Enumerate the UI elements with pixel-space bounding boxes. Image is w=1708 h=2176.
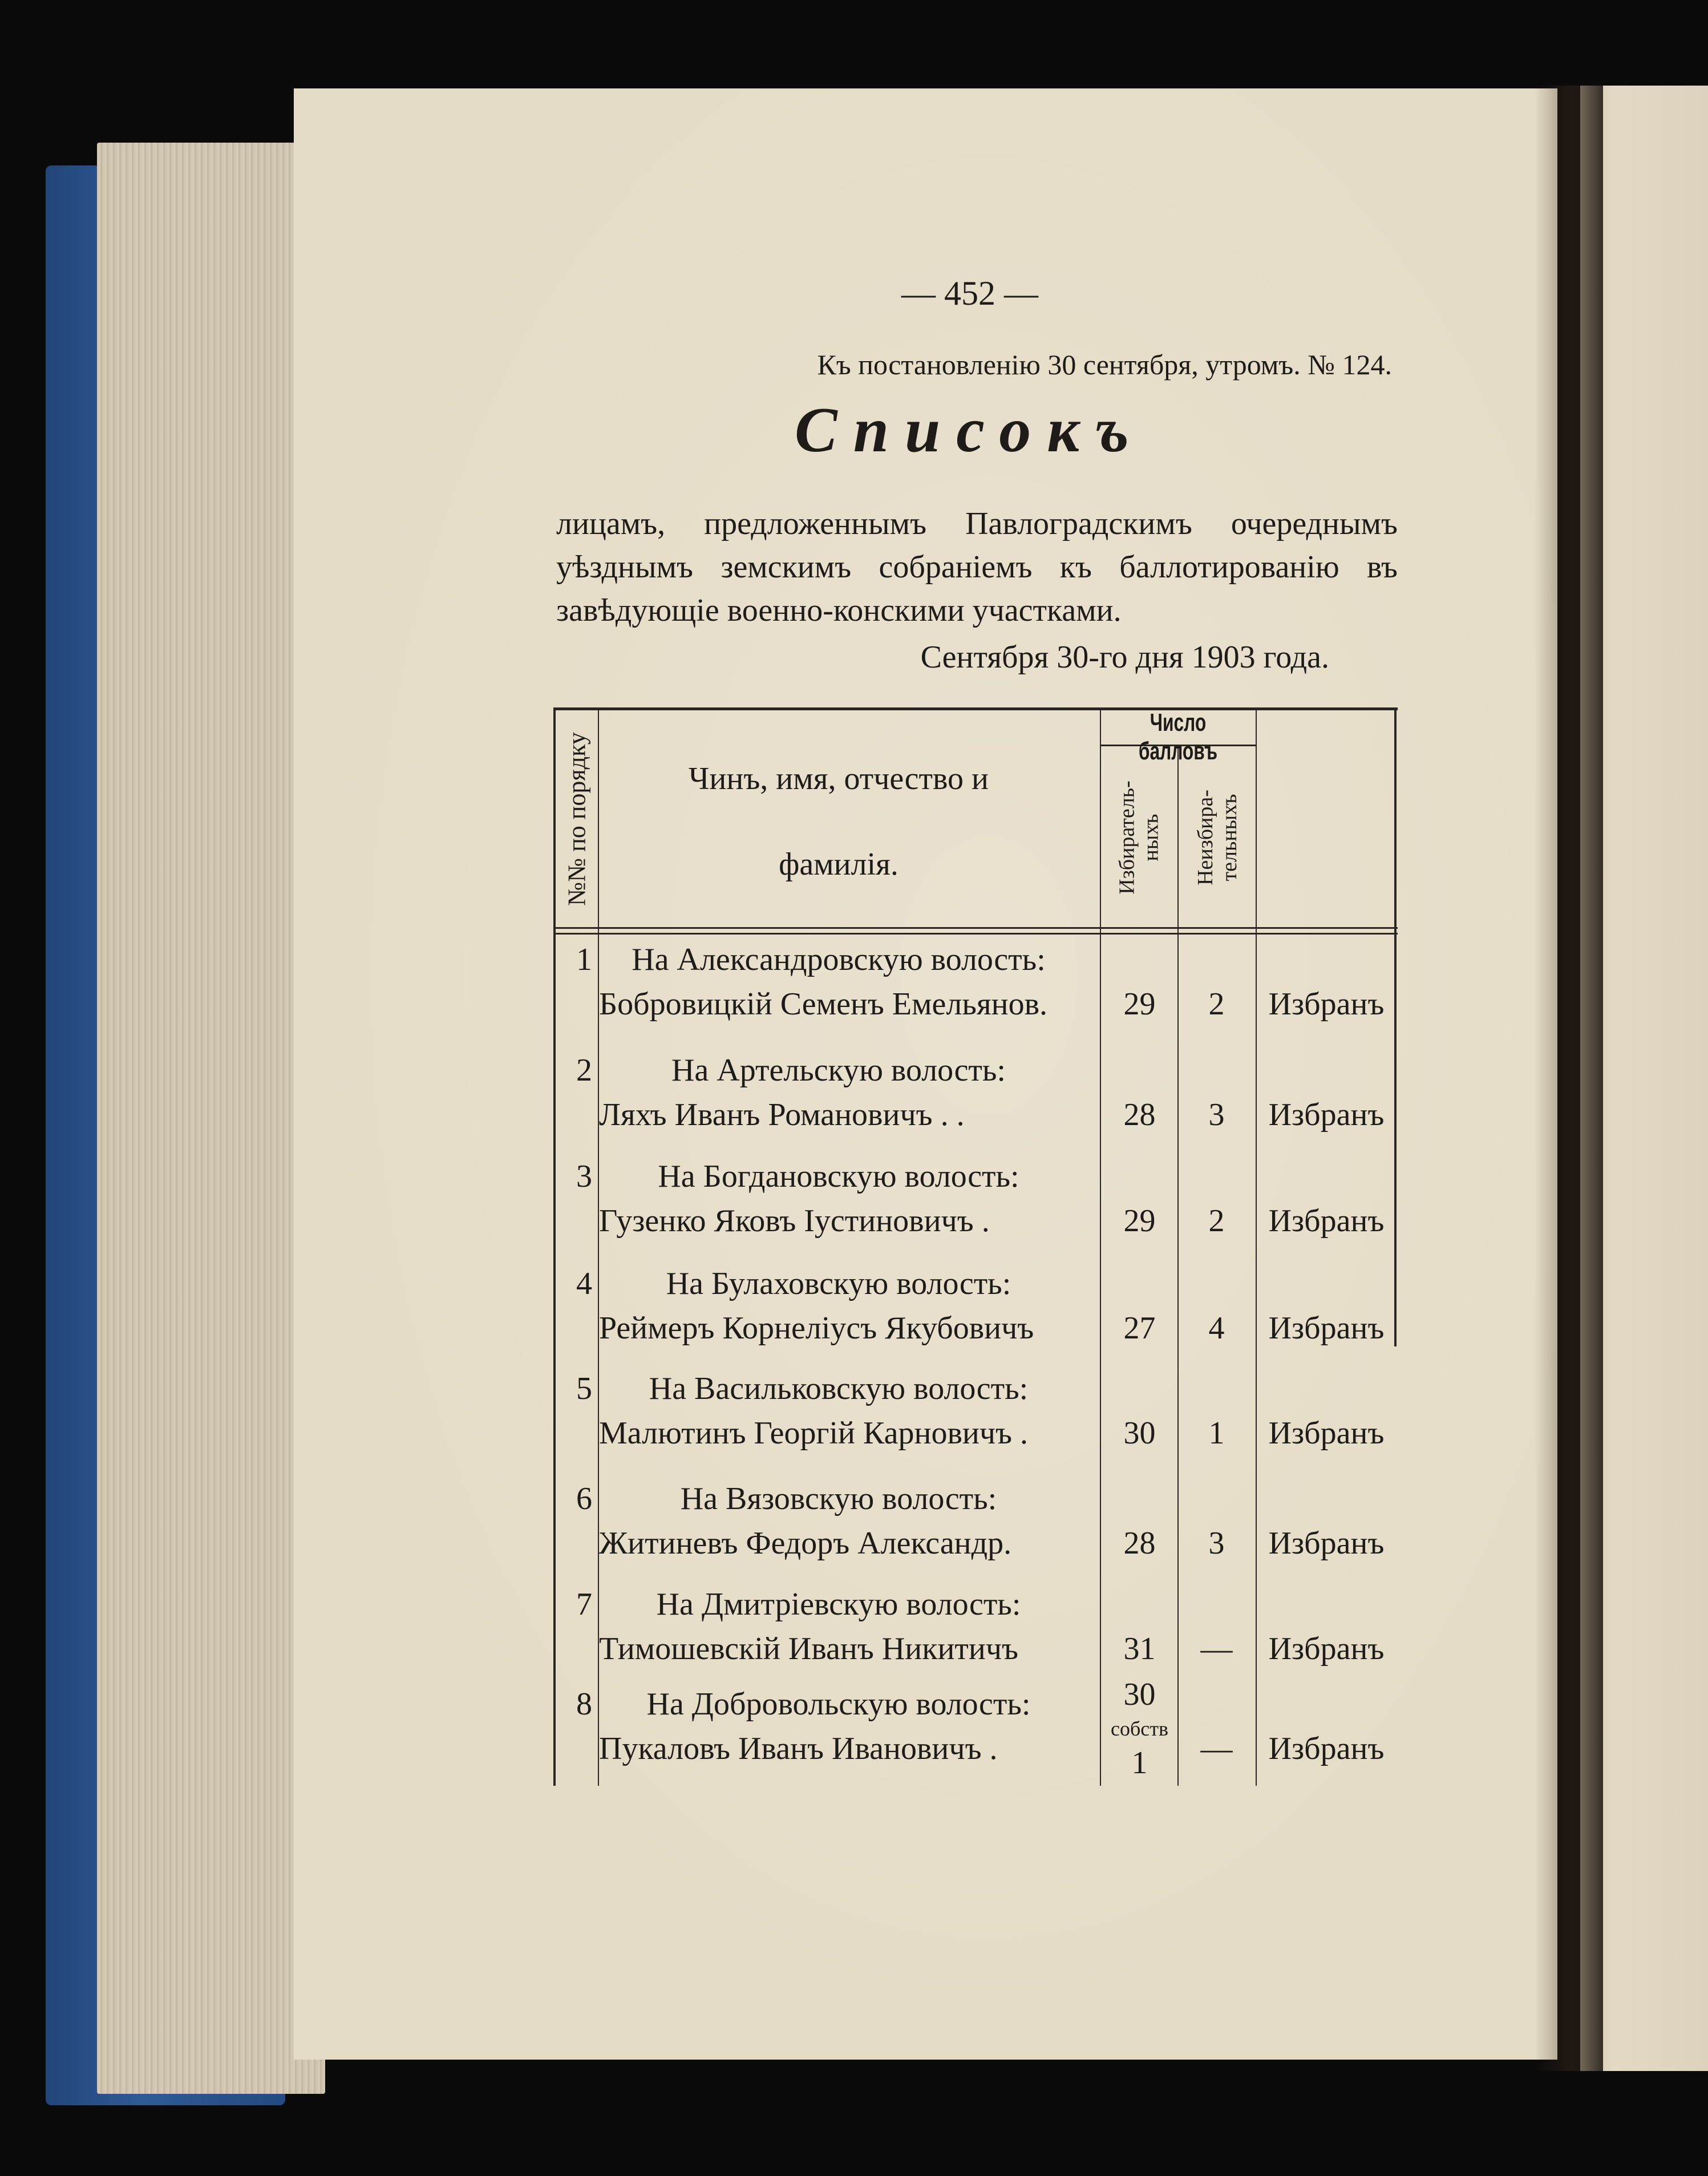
row-electoral: 29: [1123, 986, 1156, 1022]
row-electoral: 28: [1123, 1097, 1156, 1133]
page-number: — 452 —: [901, 274, 1038, 312]
row-electoral: 27: [1123, 1311, 1156, 1346]
table-row: [553, 1370, 1398, 1456]
table-row: [553, 1265, 1398, 1351]
header-number-label: №№ по порядку: [562, 731, 591, 906]
header-non-electoral-label: Неизбира- тельныхъ: [1193, 789, 1241, 885]
row-electoral: [1101, 1675, 1178, 1783]
row-person: Реймеръ Корнеліусъ Якубовичъ: [599, 1311, 1034, 1346]
row-non-electoral: —: [1200, 1631, 1233, 1667]
row-person: Бобровицкій Семенъ Емельянов.: [599, 986, 1048, 1022]
table-row: [553, 1052, 1398, 1138]
row-number: 8: [576, 1686, 592, 1722]
row-number: 5: [576, 1371, 592, 1406]
row-electoral: 31: [1123, 1631, 1156, 1667]
row-person: Тимошевскій Иванъ Никитичъ: [599, 1631, 1018, 1667]
header-bottom-rule: [553, 933, 1398, 935]
header-name-line2: фамилія.: [779, 847, 898, 882]
row-number: 4: [576, 1266, 592, 1301]
table-row: [553, 941, 1398, 1027]
row-non-electoral: 2: [1208, 1203, 1225, 1239]
row-electoral: 30: [1123, 1415, 1156, 1451]
page-subtitle: Къ постановленію 30 сентября, утромъ. № 124.: [817, 349, 1392, 381]
row-electoral-top: 30: [1123, 1677, 1156, 1712]
row-volost: На Богдановскую волость:: [658, 1159, 1019, 1194]
table-row: [553, 1158, 1398, 1244]
row-non-electoral: 4: [1208, 1311, 1225, 1346]
row-result: Избранъ: [1268, 1311, 1385, 1346]
row-result: Избранъ: [1268, 1631, 1385, 1667]
header-name-line1: Чинъ, имя, отчество и: [689, 761, 989, 796]
row-number: 3: [576, 1159, 592, 1194]
table-row: [553, 1677, 1398, 1781]
page-title: Списокъ: [795, 395, 1145, 466]
row-volost: На Вязовскую волость:: [680, 1481, 997, 1516]
ballot-table: [553, 707, 1398, 1786]
row-person: Житиневъ Федоръ Александр.: [599, 1526, 1012, 1561]
intro-line: лицамъ, предложеннымъ Павлоградскимъ очереднымъ: [556, 506, 1398, 541]
row-person: Гузенко Яковъ Іустиновичъ .: [599, 1203, 990, 1239]
row-electoral: 28: [1123, 1526, 1156, 1561]
row-volost: На Дмитріевскую волость:: [656, 1587, 1021, 1622]
row-number: 6: [576, 1481, 592, 1516]
row-non-electoral: —: [1200, 1731, 1233, 1766]
header-number: [556, 710, 598, 927]
table-top-rule: [553, 707, 1398, 710]
row-result: Избранъ: [1268, 1097, 1385, 1133]
row-electoral-note: собств: [1110, 1717, 1168, 1740]
row-person: Пукаловъ Иванъ Ивановичъ .: [599, 1731, 998, 1766]
row-number: 2: [576, 1053, 592, 1088]
row-result: Избранъ: [1268, 986, 1385, 1022]
row-non-electoral: 2: [1208, 986, 1225, 1022]
page-edges: [97, 143, 325, 2094]
row-non-electoral: 1: [1208, 1415, 1225, 1451]
intro-paragraph: [556, 502, 1398, 632]
header-score-group: Число балловъ: [1138, 709, 1218, 765]
row-non-electoral: 3: [1208, 1097, 1225, 1133]
header-bottom-rule: [553, 927, 1398, 929]
header-electoral: [1101, 747, 1177, 927]
table-row: [553, 1481, 1398, 1566]
table-row: [553, 1586, 1398, 1672]
intro-line: уѣзднымъ земскимъ собраніемъ къ баллотированію въ: [556, 549, 1398, 585]
row-person: Ляхъ Иванъ Романовичъ . .: [599, 1097, 965, 1133]
row-volost: На Булаховскую волость:: [666, 1266, 1011, 1301]
row-number: 7: [576, 1587, 592, 1622]
row-volost: На Александровскую волость:: [632, 942, 1046, 977]
row-result: Избранъ: [1268, 1203, 1385, 1239]
row-volost: На Васильковскую волость:: [649, 1371, 1029, 1406]
row-result: Избранъ: [1268, 1415, 1385, 1451]
row-volost: На Добровольскую волость:: [646, 1686, 1031, 1722]
row-result: Избранъ: [1268, 1731, 1385, 1766]
table-right-rule: [1394, 707, 1397, 1346]
header-name: [599, 736, 1078, 907]
intro-line: завѣдующіе военно-конскими участками.: [556, 593, 1122, 628]
document-date: Сентября 30-го дня 1903 года.: [920, 640, 1329, 675]
row-number: 1: [576, 942, 592, 977]
row-electoral-bottom: 1: [1131, 1745, 1148, 1781]
row-non-electoral: 3: [1208, 1526, 1225, 1561]
header-electoral-label: Избиратель- ныхъ: [1115, 780, 1163, 895]
row-electoral: 29: [1123, 1203, 1156, 1239]
row-volost: На Артельскую волость:: [671, 1053, 1006, 1088]
row-person: Малютинъ Георгій Карновичъ .: [599, 1415, 1028, 1451]
row-result: Избранъ: [1268, 1526, 1385, 1561]
header-non-electoral: [1179, 747, 1256, 927]
book-gutter: [1535, 86, 1603, 2071]
